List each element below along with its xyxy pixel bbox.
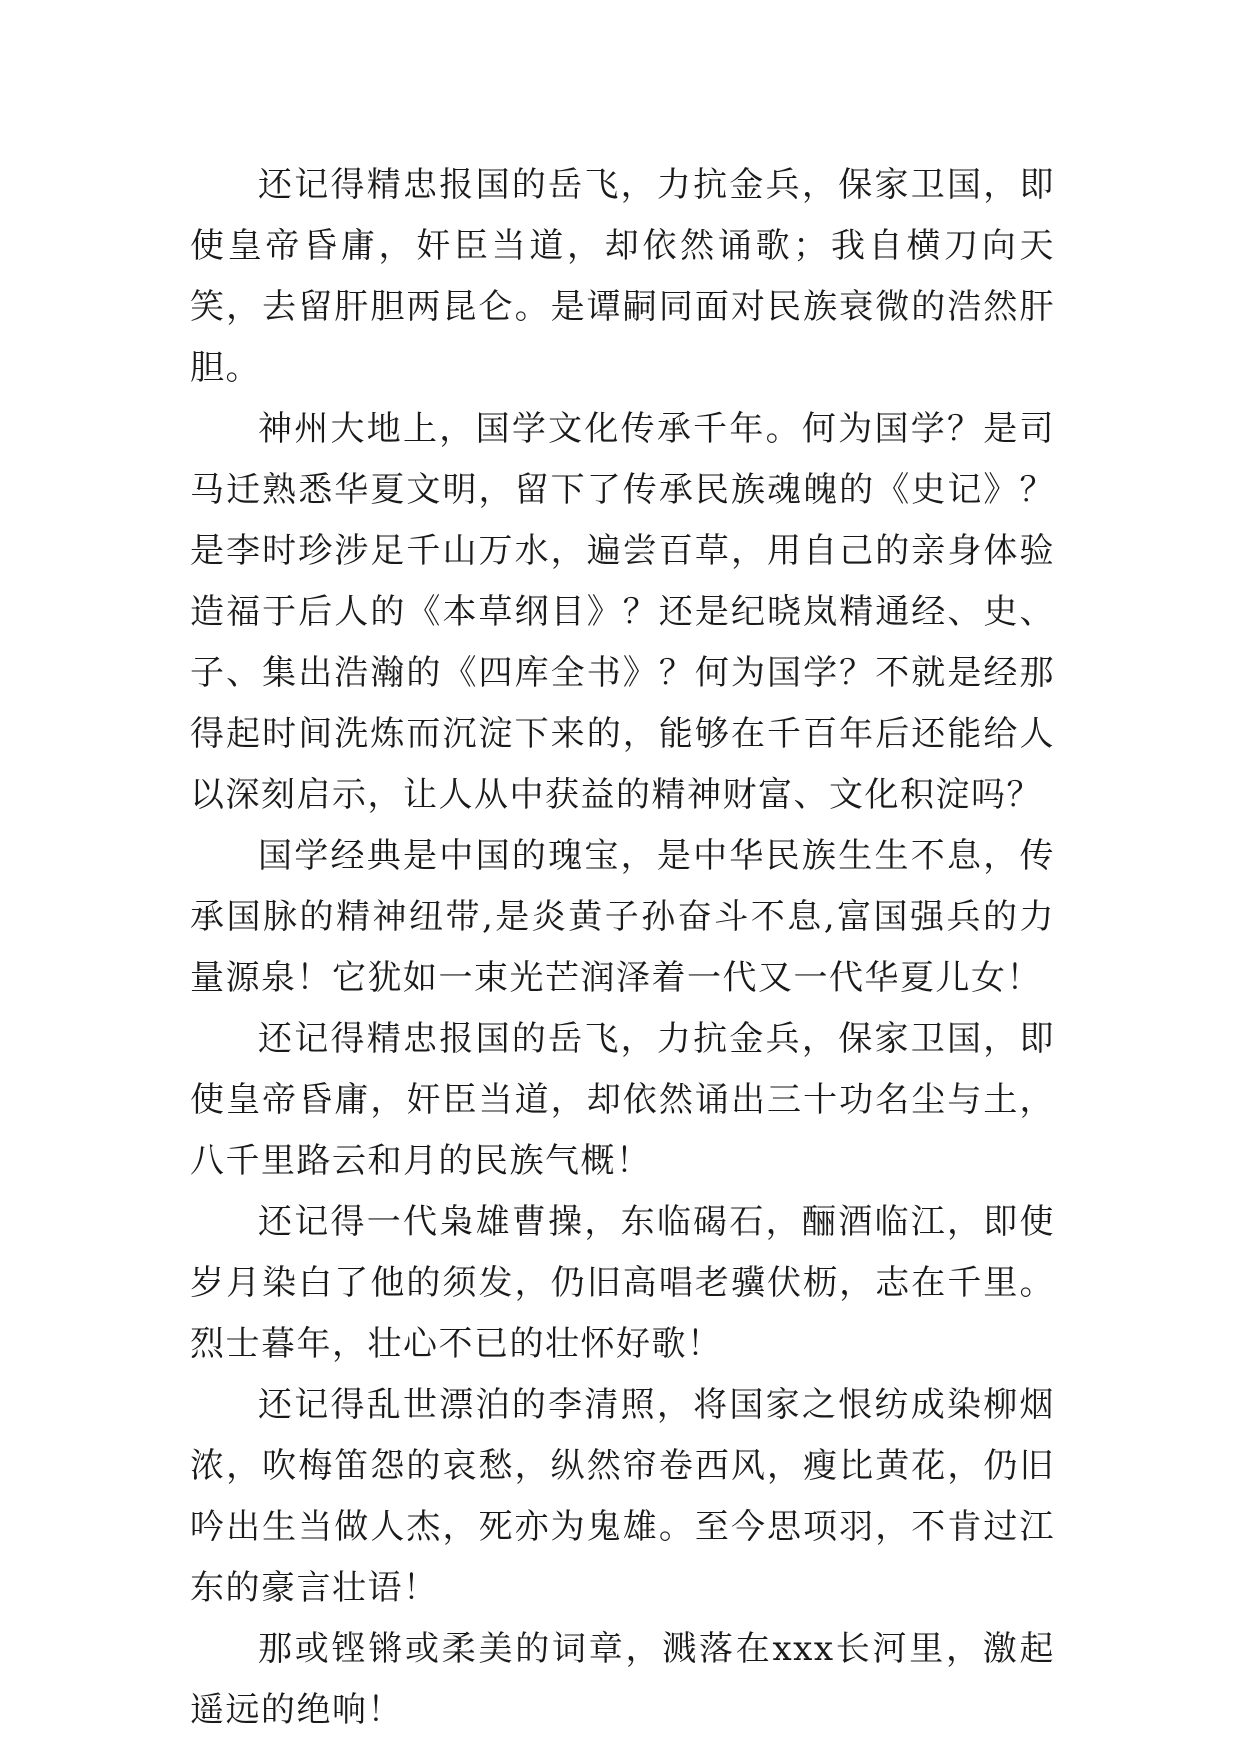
paragraph-1: 还记得精忠报国的岳飞，力抗金兵，保家卫国，即使皇帝昏庸，奸臣当道，却依然诵歌；我自横刀向天笑，去留肝胆两昆仑。是谭嗣同面对民族衰微的浩然肝胆。	[190, 165, 1055, 388]
paragraph-5: 还记得一代枭雄曹操，东临碣石，酾酒临江，即使岁月染白了他的须发，仍旧高唱老骥伏枥，志在千里。烈士暮年，壮心不已的壮怀好歌！	[190, 1202, 1055, 1364]
paragraph-6: 还记得乱世漂泊的李清照，将国家之恨纺成染柳烟浓，吹梅笛怨的哀愁，纵然帘卷西风，瘦比黄花，仍旧吟出生当做人杰，死亦为鬼雄。至今思项羽，不肯过江东的豪言壮语！	[190, 1385, 1055, 1608]
paragraph-4: 还记得精忠报国的岳飞，力抗金兵，保家卫国，即使皇帝昏庸，奸臣当道，却依然诵出三十功名尘与土，八千里路云和月的民族气概！	[190, 1019, 1055, 1181]
paragraph-3: 国学经典是中国的瑰宝，是中华民族生生不息，传承国脉的精神纽带,是炎黄子孙奋斗不息,富国强兵的力量源泉！它犹如一束光芒润泽着一代又一代华夏儿女！	[190, 836, 1055, 998]
paragraph-2: 神州大地上，国学文化传承千年。何为国学？是司马迁熟悉华夏文明，留下了传承民族魂魄的《史记》？是李时珍涉足千山万水，遍尝百草，用自己的亲身体验造福于后人的《本草纲目》？还是纪晓岚精通经、史、子、集出浩瀚的《四库全书》？何为国学？不就是经那得起时间洗炼而沉淀下来的，能够在千百年后还能给人以深刻启示，让人从中获益的精神财富、文化积淀吗？	[190, 409, 1055, 815]
paragraph-7: 那或铿锵或柔美的词章，溅落在xxx长河里，激起遥远的绝响！	[190, 1629, 1055, 1730]
document-body	[190, 155, 1055, 1741]
